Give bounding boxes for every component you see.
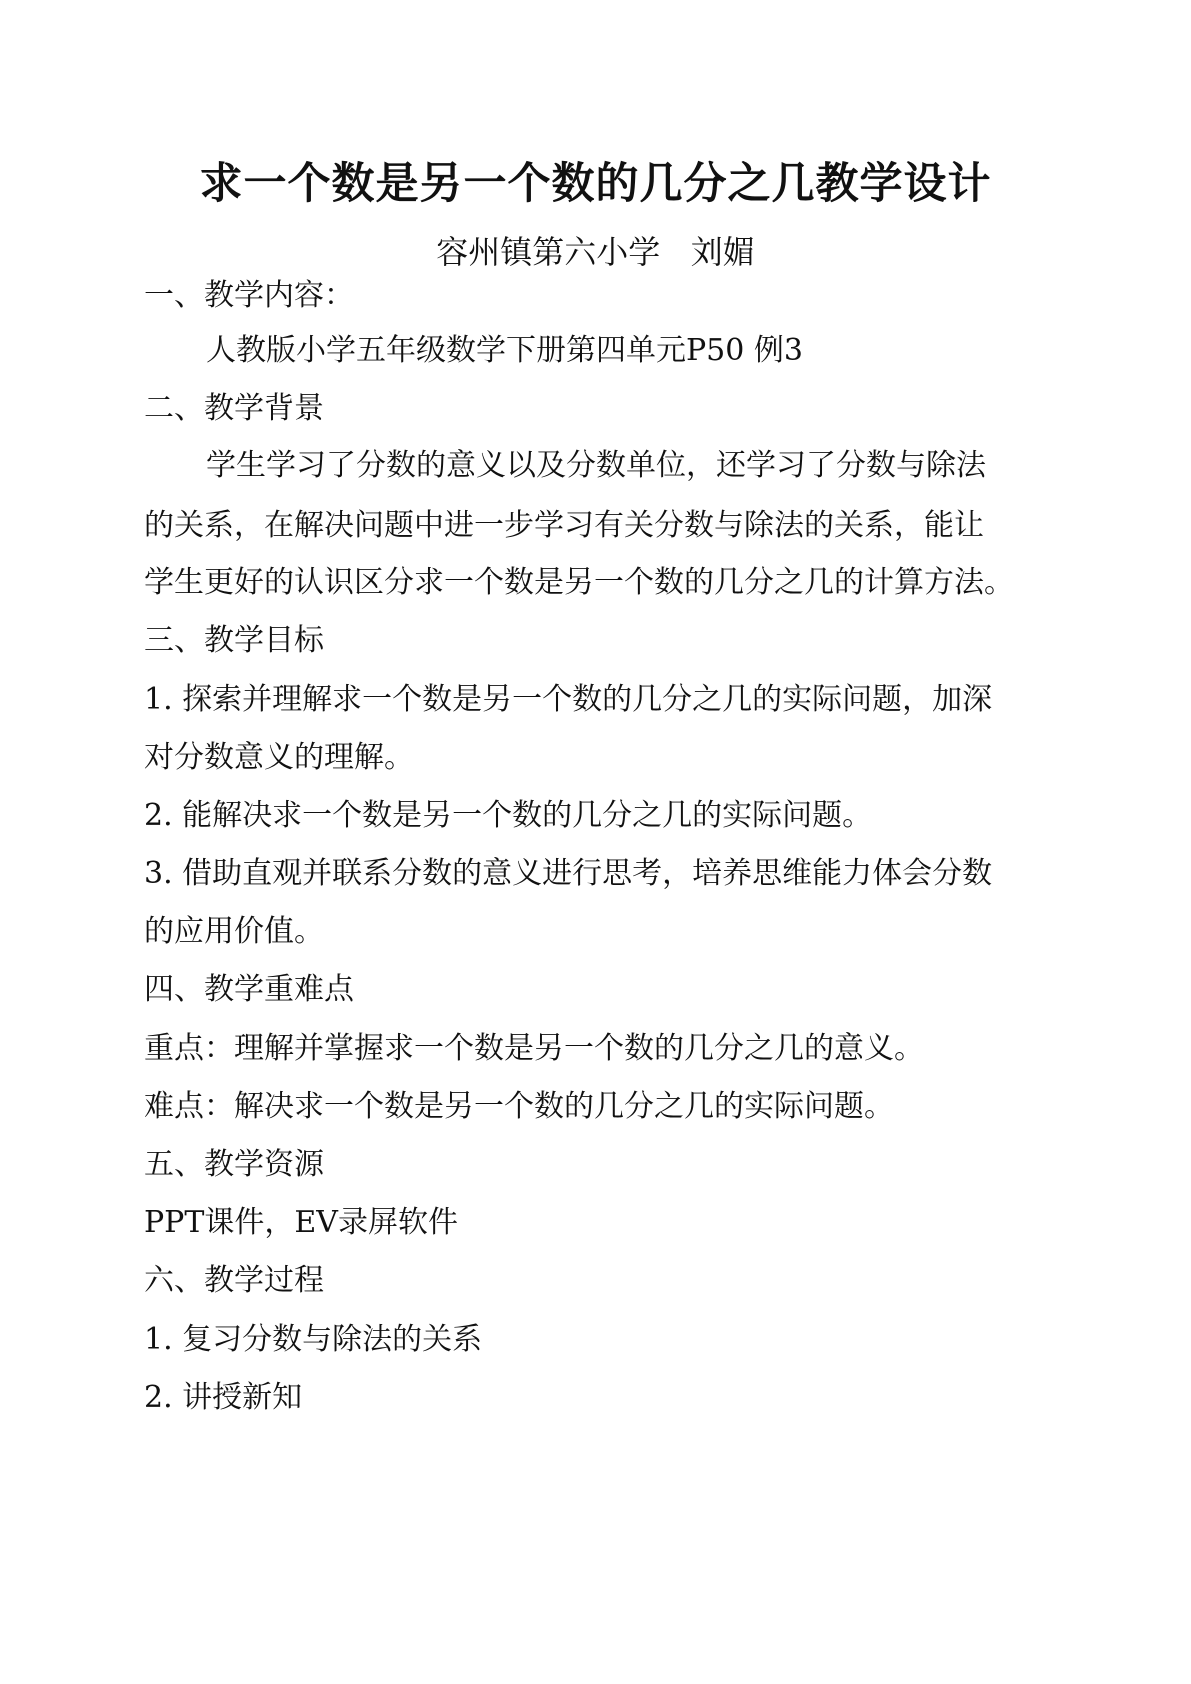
- section-heading-process: 六、教学过程: [144, 1263, 324, 1298]
- author-line: 容州镇第六小学 刘媚: [436, 233, 755, 271]
- section-heading-resources: 五、教学资源: [144, 1147, 324, 1182]
- process-step-1: 1. 复习分数与除法的关系: [144, 1322, 483, 1357]
- background-line-1: 学生学习了分数的意义以及分数单位，还学习了分数与除法: [206, 448, 986, 483]
- goal-line-2: 对分数意义的理解。: [144, 740, 414, 775]
- section-heading-content: 一、教学内容：: [144, 278, 354, 313]
- goal-line-3: 2. 能解决求一个数是另一个数的几分之几的实际问题。: [144, 798, 873, 833]
- content-text: 人教版小学五年级数学下册第四单元P50 例3: [206, 333, 803, 368]
- goal-line-1: 1. 探索并理解求一个数是另一个数的几分之几的实际问题，加深: [144, 682, 993, 717]
- resources-text: PPT课件，EV录屏软件: [144, 1205, 458, 1240]
- section-heading-goals: 三、教学目标: [144, 623, 324, 658]
- process-step-2: 2. 讲授新知: [144, 1380, 303, 1415]
- background-line-3: 学生更好的认识区分求一个数是另一个数的几分之几的计算方法。: [144, 565, 1014, 600]
- goal-line-4: 3. 借助直观并联系分数的意义进行思考，培养思维能力体会分数: [144, 856, 993, 891]
- document-title: 求一个数是另一个数的几分之几教学设计: [199, 159, 992, 209]
- section-heading-keypoints: 四、教学重难点: [144, 972, 354, 1007]
- keypoint-difficulty: 难点：解决求一个数是另一个数的几分之几的实际问题。: [144, 1089, 894, 1124]
- background-line-2: 的关系，在解决问题中进一步学习有关分数与除法的关系，能让: [144, 508, 984, 543]
- section-heading-background: 二、教学背景: [144, 391, 324, 426]
- goal-line-5: 的应用价值。: [144, 914, 324, 949]
- keypoint-focus: 重点：理解并掌握求一个数是另一个数的几分之几的意义。: [144, 1031, 924, 1066]
